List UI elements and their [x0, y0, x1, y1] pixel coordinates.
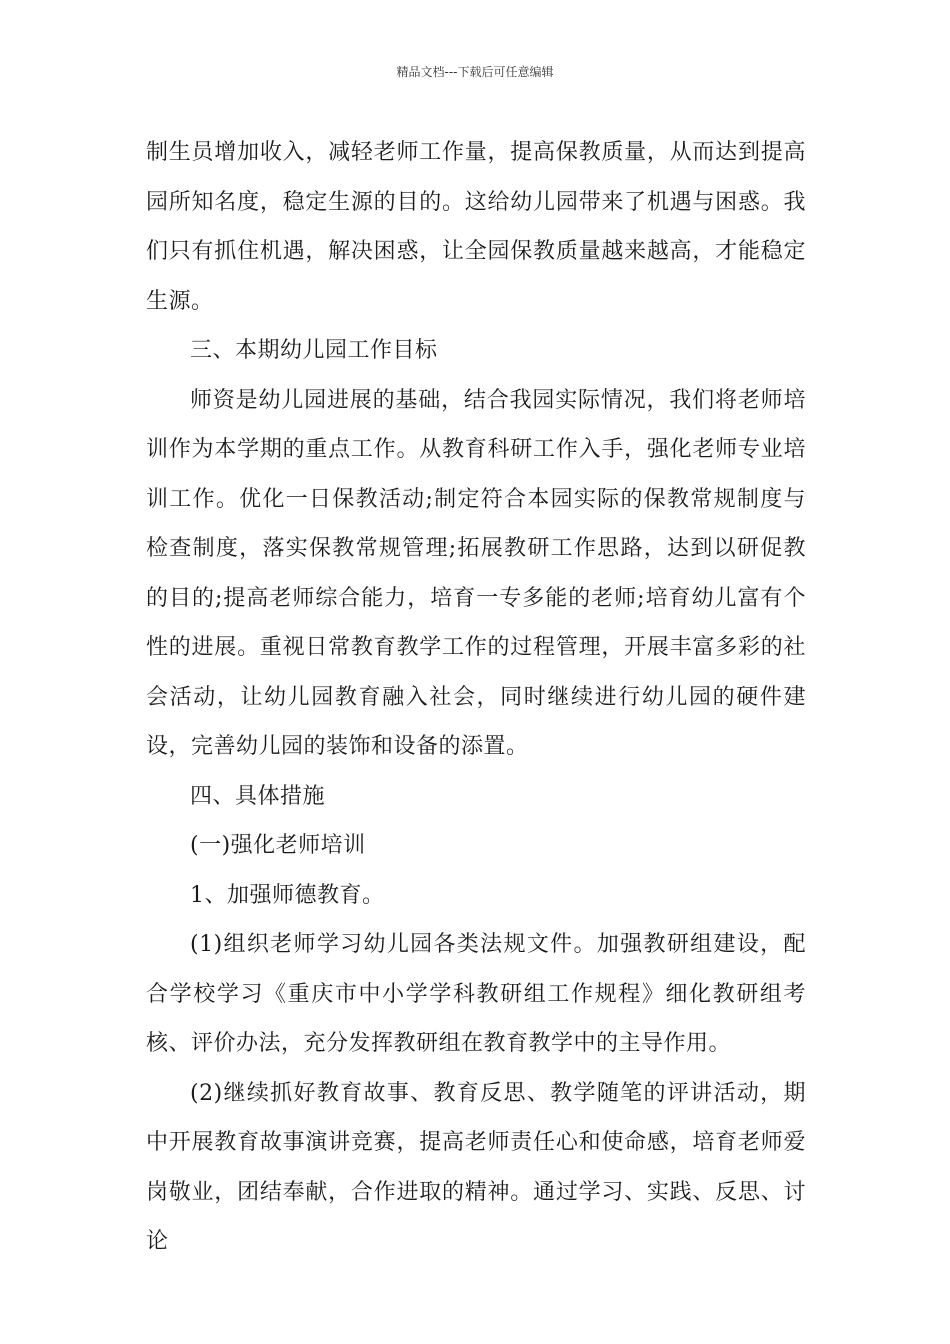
page-header: 精品文档---下载后可任意编辑	[396, 65, 554, 79]
section-heading-4: 四、具体措施	[190, 783, 326, 809]
subsection-heading-1: (一)强化老师培训	[190, 833, 366, 858]
section-heading-3: 三、本期幼儿园工作目标	[190, 338, 438, 363]
paragraph-4: (2)继续抓好教育故事、教育反思、教学随笔的评讲活动，期中开展教育故事演讲竞赛，提高老师责任心和使命感，培育老师爱岗敬业，团结奉献，合作进取的精神。通过学习、实践、反思、讨论	[146, 1080, 806, 1254]
item-heading-1: 1、加强师德教育。	[190, 882, 385, 908]
paragraph-2: 师资是幼儿园进展的基础，结合我园实际情况，我们将老师培训作为本学期的重点工作。从教育科研工作入手，强化老师专业培训工作。优化一日保教活动;制定符合本园实际的保教常规制度与检查制度，落实保教常规管理;拓展教研工作思路，达到以研促教的目的;提高老师综合能力，培育一专多能的老师;培育幼儿富有个性的进展。重视日常教育教学工作的过程管理，开展丰富多彩的社会活动，让幼儿园教育融入社会，同时继续进行幼儿园的硬件建设，完善幼儿园的装饰和设备的添置。	[146, 387, 806, 759]
paragraph-3: (1)组织老师学习幼儿园各类法规文件。加强教研组建设，配合学校学习《重庆市中小学学科教研组工作规程》细化教研组考核、评价办法，充分发挥教研组在教育教学中的主导作用。	[146, 932, 806, 1056]
paragraph-1: 制生员增加收入，减轻老师工作量，提高保教质量，从而达到提高园所知名度，稳定生源的目的。这给幼儿园带来了机遇与困惑。我们只有抓住机遇，解决困惑，让全园保教质量越来越高，才能稳定生源。	[146, 140, 806, 314]
document-body	[146, 128, 806, 1267]
